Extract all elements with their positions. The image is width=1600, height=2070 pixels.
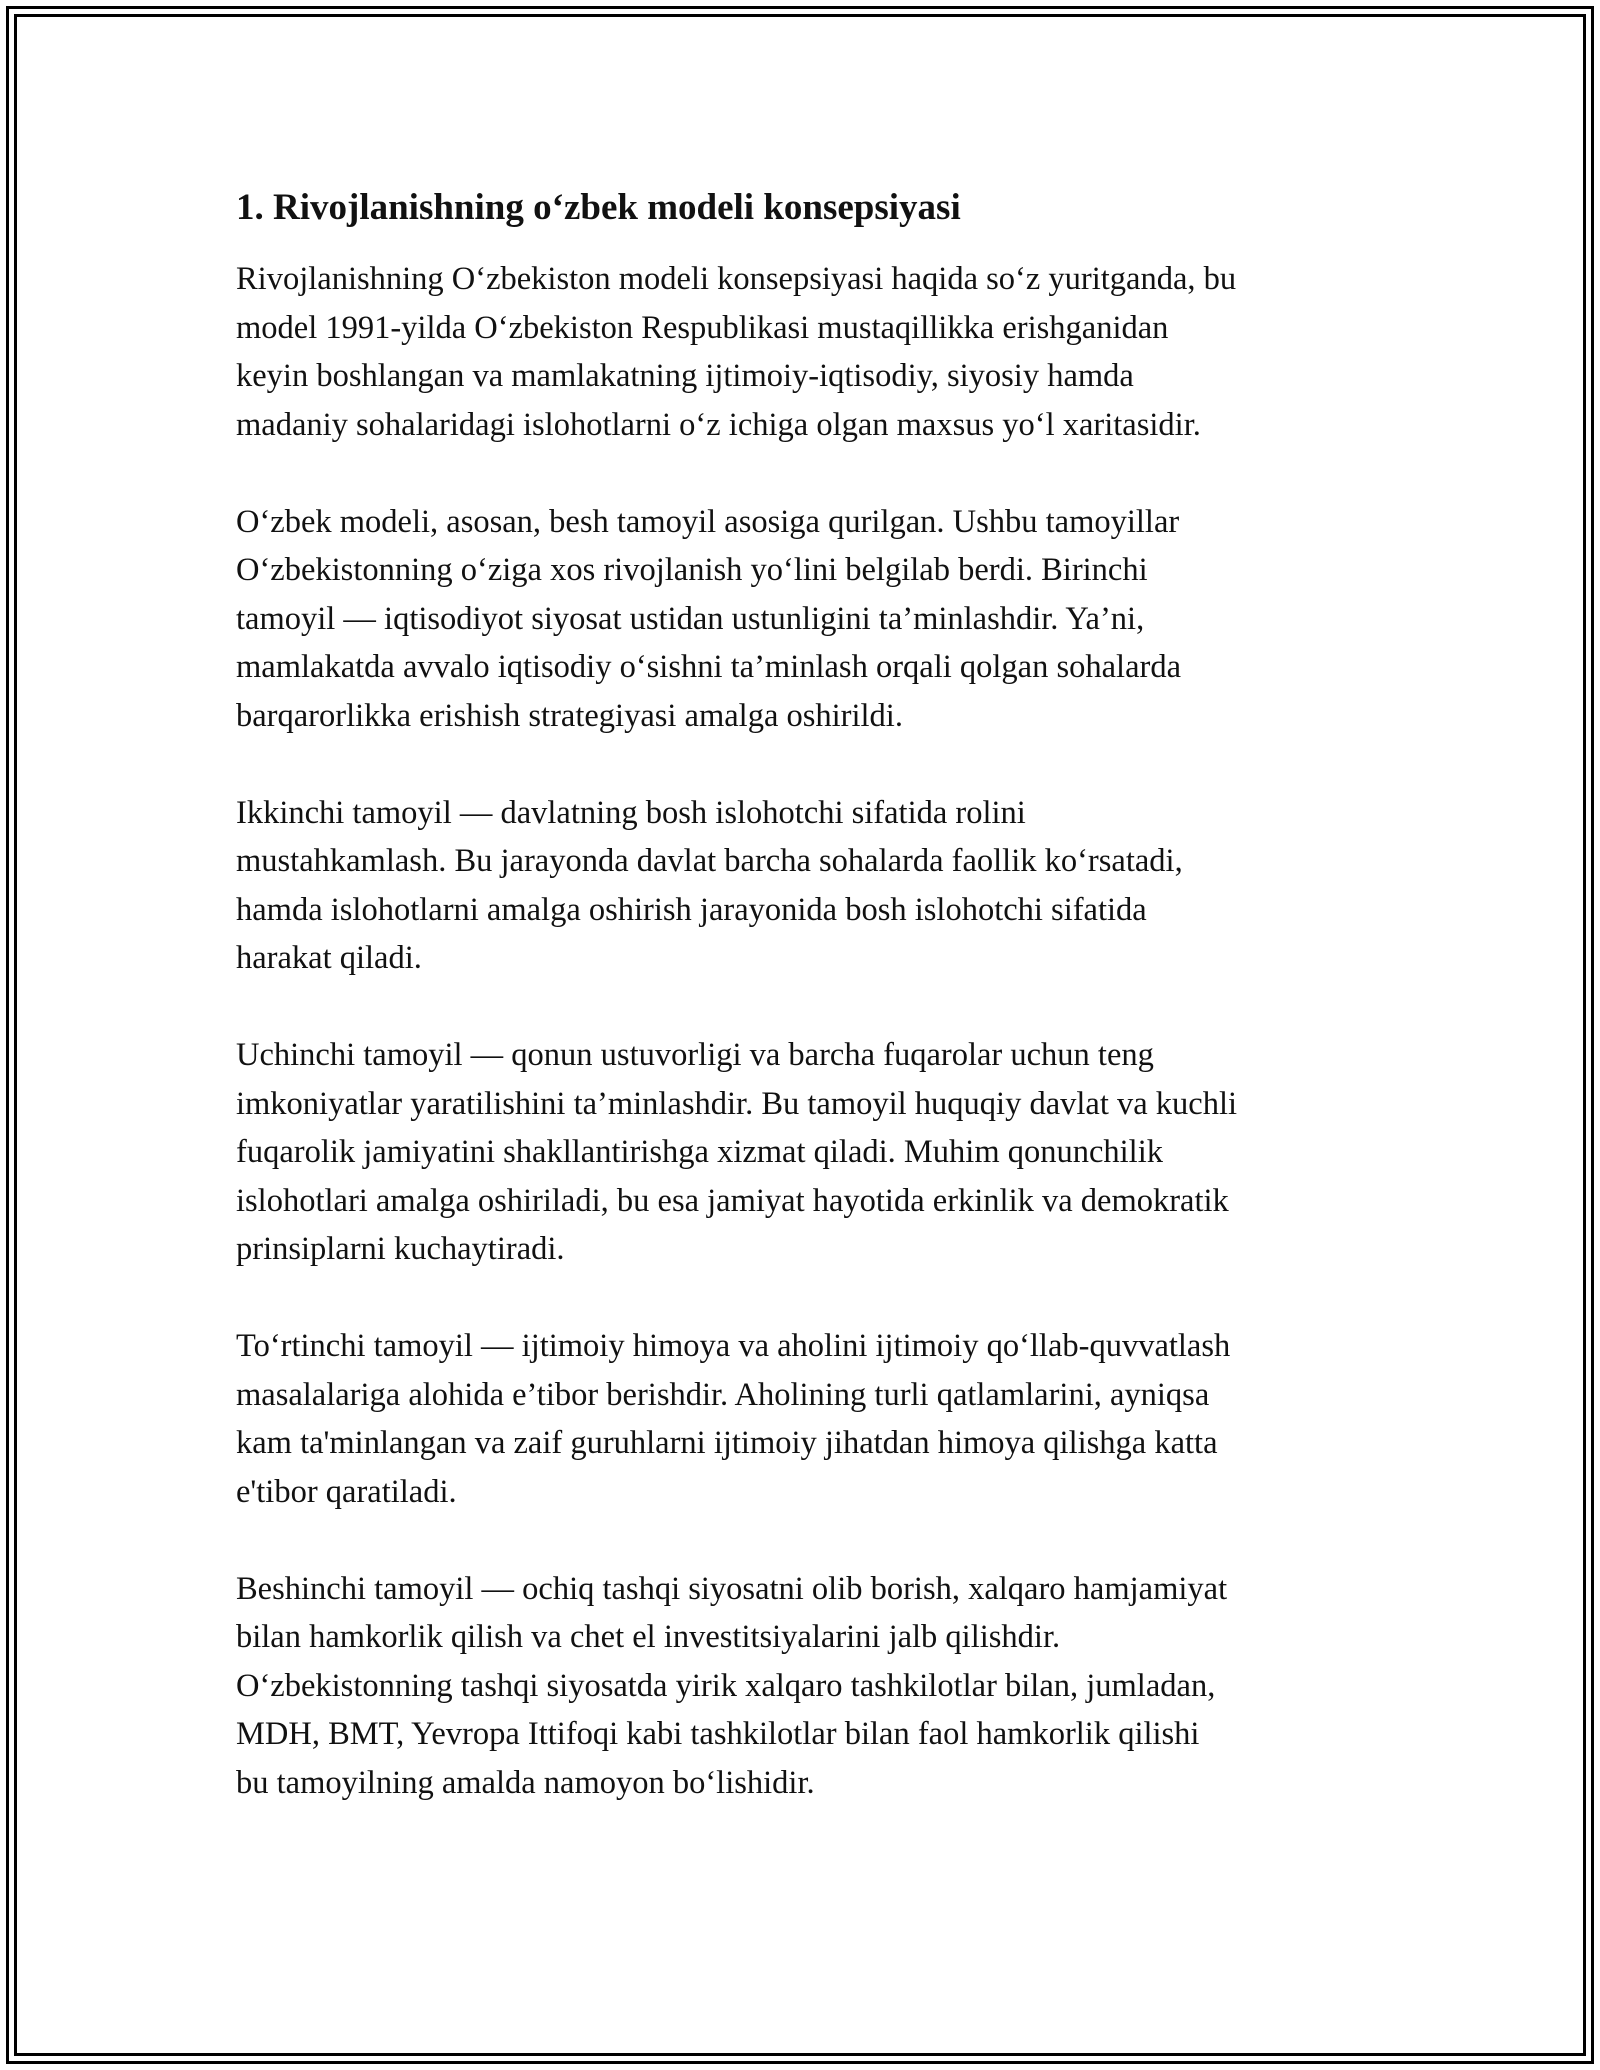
text-line: madaniy sohalaridagi islohotlarni o‘z ichiga olgan maxsus yo‘l xaritasidir. bbox=[236, 406, 1201, 443]
text-line: harakat qiladi. bbox=[236, 940, 422, 976]
text-line: tamoyil — iqtisodiyot siyosat ustidan ustunligini ta’minlashdir. Ya’ni, bbox=[236, 600, 1145, 637]
document-body bbox=[236, 184, 1376, 1856]
text-line: Rivojlanishning O‘zbekiston modeli konsepsiyasi haqida so‘z yuritganda, bu bbox=[236, 261, 1237, 297]
text-line: hamda islohotlarni amalga oshirish jarayonida bosh islohotchi sifatida bbox=[236, 891, 1147, 928]
paragraph-principle-4 bbox=[236, 1322, 1376, 1516]
text-line: MDH, BMT, Yevropa Ittifoqi kabi tashkilotlar bilan faol hamkorlik qilishi bbox=[236, 1716, 1200, 1752]
section-heading: 1. Rivojlanishning o‘zbek modeli konsepsiyasi bbox=[236, 187, 961, 228]
text-line: barqarorlikka erishish strategiyasi amalga oshirildi. bbox=[236, 697, 903, 734]
text-line: bu tamoyilning amalda namoyon bo‘lishidir. bbox=[236, 1764, 815, 1801]
text-line: O‘zbek modeli, asosan, besh tamoyil asosiga qurilgan. Ushbu tamoyillar bbox=[236, 503, 1180, 540]
paragraph-principle-5 bbox=[236, 1565, 1376, 1808]
paragraph-intro bbox=[236, 255, 1376, 449]
text-line: masalalariga alohida e’tibor berishdir. Aholining turli qatlamlarini, ayniqsa bbox=[236, 1376, 1210, 1413]
paragraph-principle-3 bbox=[236, 1031, 1376, 1274]
text-line: O‘zbekistonning o‘ziga xos rivojlanish yo‘lini belgilab berdi. Birinchi bbox=[236, 552, 1148, 588]
text-line: bilan hamkorlik qilish va chet el investitsiyalarini jalb qilishdir. bbox=[236, 1619, 1061, 1655]
text-line: prinsiplarni kuchaytiradi. bbox=[236, 1231, 565, 1267]
text-line: e'tibor qaratiladi. bbox=[236, 1473, 457, 1510]
paragraph-principle-1 bbox=[236, 498, 1376, 741]
text-line: To‘rtinchi tamoyil — ijtimoiy himoya va aholini ijtimoiy qo‘llab-quvvatlash bbox=[236, 1328, 1231, 1364]
text-line: O‘zbekistonning tashqi siyosatda yirik xalqaro tashkilotlar bilan, jumladan, bbox=[236, 1667, 1216, 1704]
text-line: Uchinchi tamoyil — qonun ustuvorligi va barcha fuqarolar uchun teng bbox=[236, 1037, 1154, 1073]
text-line: keyin boshlangan va mamlakatning ijtimoiy-iqtisodiy, siyosiy hamda bbox=[236, 358, 1134, 394]
text-line: model 1991-yilda O‘zbekiston Respublikasi mustaqillikka erishganidan bbox=[236, 309, 1169, 346]
text-line: mamlakatda avvalo iqtisodiy o‘sishni ta’minlash orqali qolgan sohalarda bbox=[236, 649, 1181, 685]
text-line: Ikkinchi tamoyil — davlatning bosh islohotchi sifatida rolini bbox=[236, 794, 1026, 831]
text-line: kam ta'minlangan va zaif guruhlarni ijtimoiy jihatdan himoya qilishga katta bbox=[236, 1425, 1218, 1461]
text-line: mustahkamlash. Bu jarayonda davlat barcha sohalarda faollik ko‘rsatadi, bbox=[236, 843, 1183, 879]
text-line: fuqarolik jamiyatini shakllantirishga xizmat qiladi. Muhim qonunchilik bbox=[236, 1134, 1163, 1170]
text-line: islohotlari amalga oshiriladi, bu esa jamiyat hayotida erkinlik va demokratik bbox=[236, 1182, 1229, 1219]
paragraph-principle-2 bbox=[236, 789, 1376, 983]
text-line: imkoniyatlar yaratilishini ta’minlashdir. Bu tamoyil huquqiy davlat va kuchli bbox=[236, 1085, 1238, 1122]
text-line: Beshinchi tamoyil — ochiq tashqi siyosatni olib borish, xalqaro hamjamiyat bbox=[236, 1570, 1228, 1607]
